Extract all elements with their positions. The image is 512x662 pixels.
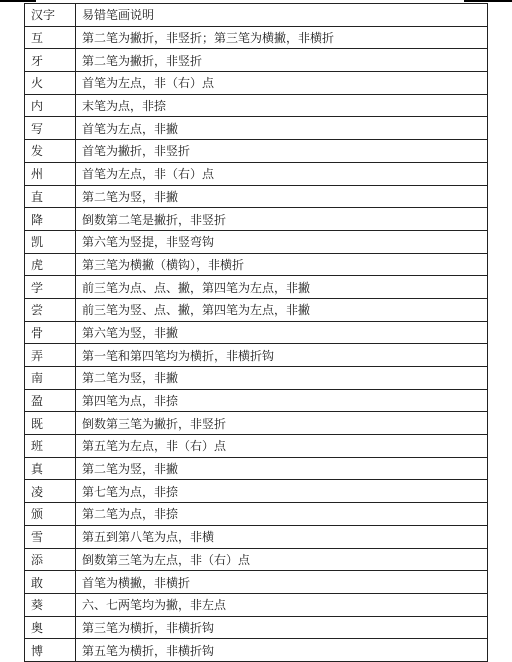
table-row bbox=[25, 208, 488, 231]
character-cell: 凯 bbox=[25, 230, 76, 253]
character-cell: 敢 bbox=[25, 571, 76, 594]
table-row bbox=[25, 117, 488, 140]
explanation-cell: 第三笔为横撇（横钩），非横折 bbox=[76, 253, 488, 276]
table-row bbox=[25, 276, 488, 299]
character-cell: 南 bbox=[25, 367, 76, 390]
table-row bbox=[25, 480, 488, 503]
explanation-cell: 首笔为横撇，非横折 bbox=[76, 571, 488, 594]
character-cell: 奥 bbox=[25, 616, 76, 639]
table-row bbox=[25, 26, 488, 49]
character-cell: 雪 bbox=[25, 525, 76, 548]
header-row bbox=[25, 4, 488, 27]
table-row bbox=[25, 49, 488, 72]
table-row bbox=[25, 503, 488, 526]
table-row bbox=[25, 185, 488, 208]
table-row bbox=[25, 457, 488, 480]
explanation-cell: 第五笔为横折，非横折钩 bbox=[76, 639, 488, 662]
table-row bbox=[25, 72, 488, 95]
table-row bbox=[25, 435, 488, 458]
explanation-cell: 第五到第八笔为点，非横 bbox=[76, 525, 488, 548]
table-row bbox=[25, 344, 488, 367]
top-edge-line-left bbox=[0, 0, 36, 2]
explanation-cell: 首笔为左点，非撇 bbox=[76, 117, 488, 140]
explanation-cell: 第六笔为竖提，非竖弯钩 bbox=[76, 230, 488, 253]
character-cell: 尝 bbox=[25, 298, 76, 321]
explanation-cell: 第四笔为点，非捺 bbox=[76, 389, 488, 412]
explanation-cell: 第二笔为竖，非撇 bbox=[76, 185, 488, 208]
character-cell: 虎 bbox=[25, 253, 76, 276]
table-body bbox=[25, 26, 488, 661]
explanation-cell: 第一笔和第四笔均为横折，非横折钩 bbox=[76, 344, 488, 367]
explanation-cell: 前三笔为点、点、撇，第四笔为左点，非撇 bbox=[76, 276, 488, 299]
header-explanation: 易错笔画说明 bbox=[76, 4, 488, 27]
character-cell: 写 bbox=[25, 117, 76, 140]
table-row bbox=[25, 321, 488, 344]
explanation-cell: 第二笔为竖，非撇 bbox=[76, 367, 488, 390]
table-row bbox=[25, 253, 488, 276]
character-cell: 葵 bbox=[25, 593, 76, 616]
character-cell: 互 bbox=[25, 26, 76, 49]
character-cell: 弄 bbox=[25, 344, 76, 367]
explanation-cell: 第二笔为撇折，非竖折 bbox=[76, 49, 488, 72]
character-cell: 颁 bbox=[25, 503, 76, 526]
explanation-cell: 首笔为左点，非（右）点 bbox=[76, 72, 488, 95]
explanation-cell: 第五笔为左点，非（右）点 bbox=[76, 435, 488, 458]
explanation-cell: 倒数第三笔为左点，非（右）点 bbox=[76, 548, 488, 571]
character-cell: 发 bbox=[25, 140, 76, 163]
character-cell: 学 bbox=[25, 276, 76, 299]
character-cell: 内 bbox=[25, 94, 76, 117]
table-header bbox=[25, 4, 488, 27]
table-row bbox=[25, 230, 488, 253]
table-row bbox=[25, 593, 488, 616]
explanation-cell: 第二笔为撇折，非竖折；第三笔为横撇，非横折 bbox=[76, 26, 488, 49]
stroke-error-table bbox=[24, 3, 488, 662]
table-row bbox=[25, 616, 488, 639]
character-cell: 既 bbox=[25, 412, 76, 435]
table-row bbox=[25, 94, 488, 117]
table-row bbox=[25, 571, 488, 594]
top-edge-line-right bbox=[464, 0, 512, 2]
character-cell: 真 bbox=[25, 457, 76, 480]
table-row bbox=[25, 412, 488, 435]
explanation-cell: 第七笔为点，非捺 bbox=[76, 480, 488, 503]
character-cell: 骨 bbox=[25, 321, 76, 344]
header-character: 汉字 bbox=[25, 4, 76, 27]
explanation-cell: 前三笔为竖、点、撇，第四笔为左点，非撇 bbox=[76, 298, 488, 321]
explanation-cell: 首笔为撇折，非竖折 bbox=[76, 140, 488, 163]
table-row bbox=[25, 140, 488, 163]
table-row bbox=[25, 298, 488, 321]
explanation-cell: 倒数第二笔是撇折，非竖折 bbox=[76, 208, 488, 231]
character-cell: 州 bbox=[25, 162, 76, 185]
table-row bbox=[25, 162, 488, 185]
table-row bbox=[25, 548, 488, 571]
character-cell: 班 bbox=[25, 435, 76, 458]
character-cell: 添 bbox=[25, 548, 76, 571]
table-row bbox=[25, 525, 488, 548]
character-cell: 直 bbox=[25, 185, 76, 208]
explanation-cell: 第六笔为竖，非撇 bbox=[76, 321, 488, 344]
explanation-cell: 末笔为点，非捺 bbox=[76, 94, 488, 117]
table-row bbox=[25, 389, 488, 412]
character-cell: 降 bbox=[25, 208, 76, 231]
table-row bbox=[25, 639, 488, 662]
explanation-cell: 六、七两笔均为撇，非左点 bbox=[76, 593, 488, 616]
character-cell: 牙 bbox=[25, 49, 76, 72]
character-cell: 火 bbox=[25, 72, 76, 95]
character-cell: 博 bbox=[25, 639, 76, 662]
explanation-cell: 第三笔为横折，非横折钩 bbox=[76, 616, 488, 639]
explanation-cell: 倒数第三笔为撇折，非竖折 bbox=[76, 412, 488, 435]
explanation-cell: 首笔为左点，非（右）点 bbox=[76, 162, 488, 185]
explanation-cell: 第二笔为竖，非撇 bbox=[76, 457, 488, 480]
table-row bbox=[25, 367, 488, 390]
character-cell: 凌 bbox=[25, 480, 76, 503]
character-cell: 盈 bbox=[25, 389, 76, 412]
explanation-cell: 第二笔为点，非捺 bbox=[76, 503, 488, 526]
